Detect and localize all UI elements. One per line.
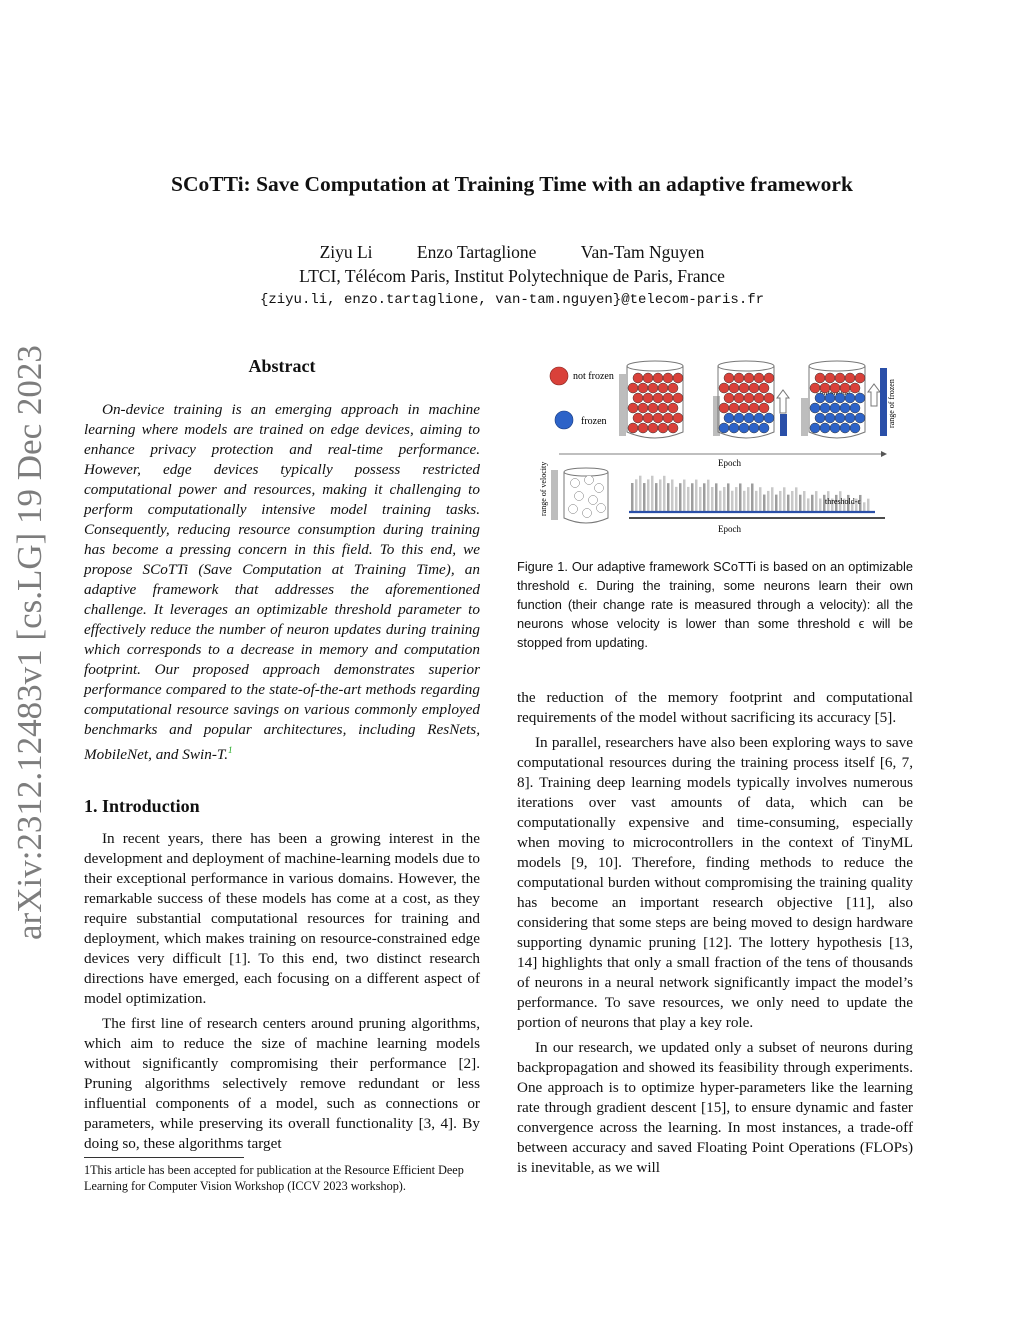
- frozen-neuron-ball: [724, 413, 734, 423]
- active-neuron-ball: [759, 403, 769, 413]
- frozen-neuron-ball: [815, 413, 825, 423]
- active-neuron-ball: [648, 423, 658, 433]
- velocity-bar: [683, 480, 686, 511]
- active-neuron-ball: [845, 373, 855, 383]
- frozen-neuron-ball: [754, 413, 764, 423]
- active-neuron-ball: [653, 413, 663, 423]
- author-list: [0, 242, 1024, 263]
- active-neuron-ball: [830, 383, 840, 393]
- velocity-bar: [815, 491, 818, 511]
- paragraph-continuation: the reduction of the memory footprint and computational requirements of the model without sacrificing its accuracy [5].: [517, 689, 913, 726]
- frozen-neuron-ball: [729, 423, 739, 433]
- neuron-ball: [597, 504, 606, 513]
- section-heading: 1. Introduction: [84, 796, 200, 816]
- legend-blue-ball-icon: [555, 411, 573, 429]
- active-neuron-ball: [759, 383, 769, 393]
- affiliation: LTCI, Télécom Paris, Institut Polytechnique de Paris, France: [299, 266, 725, 286]
- velocity-bar: [679, 483, 682, 511]
- velocity-bar: [739, 483, 742, 511]
- velocity-bar: [711, 487, 714, 511]
- legend-not-frozen: not frozen: [573, 371, 614, 382]
- velocity-bar: [747, 487, 750, 511]
- abstract-body: On-device training is an emerging approach in machine learning where models are trained on edge devices, aiming to enhance privacy protection and real-time performance. However, edge devices typically possess restricted computational power and resources, making it challenging to perform computationally intensive model training tasks. Consequently, reducing resource consumption during training has become a pressing concern in this field. To this end, we propose SCoTTi (Save Computation at Training Time), an adaptive framework that addresses the aforementioned challenge. It leverages an optimizable threshold parameter to effectively reduce the number of neuron updates during training which corresponds to a decrease in memory and computation footprint. Our proposed approach demonstrates superior performance compared to the state-of-the-art methods regarding computational resource savings on various commonly employed benchmarks and popular architectures, including ResNets, MobileNet, and Swin-T.: [84, 401, 480, 764]
- frozen-neuron-ball: [815, 393, 825, 403]
- velocity-bar: [767, 491, 770, 511]
- frozen-neuron-ball: [744, 413, 754, 423]
- footnote-mark: 1: [228, 745, 233, 755]
- intro-paragraph-1: In recent years, there has been a growing interest in the development and deployment of machine-learning models due to their exceptional performance in various domains. However, the remarkable success of these models has come at a cost, as they require substantial computational resources for training and deployment, which makes training on resource-constrained edge devices very difficult [1]. To this end, two distinct research directions have emerged, each focusing on a different aspect of model optimization.: [84, 830, 480, 1007]
- active-neuron-ball: [628, 403, 638, 413]
- frozen-neuron-ball: [810, 403, 820, 413]
- velocity-bar: [795, 487, 798, 511]
- velocity-bar: [819, 498, 822, 511]
- velocity-bar: [799, 495, 802, 511]
- velocity-bar: [699, 487, 702, 511]
- active-neuron-ball: [658, 423, 668, 433]
- active-neuron-ball: [754, 393, 764, 403]
- frozen-neuron-ball: [845, 413, 855, 423]
- neuron-ball: [575, 492, 584, 501]
- active-neuron-ball: [855, 373, 865, 383]
- velocity-bar: [671, 480, 674, 512]
- epoch-label-top: Epoch: [718, 458, 741, 468]
- active-neuron-ball: [734, 373, 744, 383]
- jar-1: [619, 361, 683, 438]
- velocity-bar: [775, 495, 778, 511]
- range-of-frozen-label: range of frozen: [887, 379, 896, 428]
- figure-caption: Figure 1. Our adaptive framework SCoTTi is based on an optimizable threshold ϵ. During the training, some neurons learn their own function (their change rate is measured through a velocity): all the neurons whose velocity is lower than some threshold ϵ will be stopped from updating.: [517, 559, 913, 650]
- velocity-bar: [863, 502, 866, 511]
- frozen-neuron-ball: [825, 393, 835, 403]
- neuron-ball: [589, 496, 598, 505]
- active-neuron-ball: [628, 383, 638, 393]
- velocity-bar: [639, 476, 642, 511]
- frozen-neuron-ball: [840, 403, 850, 413]
- velocity-bar: [715, 483, 718, 511]
- velocity-bar: [723, 487, 726, 511]
- active-neuron-ball: [810, 383, 820, 393]
- velocity-bar: [755, 491, 758, 511]
- paragraph-parallel-research: In parallel, researchers have also been exploring ways to save computational resources during the training process itself [6, 7, 8]. Training deep learning models typically involves numerous iterations over vast amounts of data, which can be computationally expensive and time-consuming, especially when moving to microcontrollers in the context of TinyML models [9, 10]. Therefore, finding methods to reduce the computational burden without compromising the training quality has become an important research objective [11], also considering that some steps are being moved to design hardware supporting dynamic pruning [12]. The lottery hypothesis [13, 14] highlights that only a small fraction of the tens of thousands of neurons in a neural network significantly impact the model’s performance. To save resources, we only need to update the portion of neurons that play a key role.: [517, 734, 913, 1031]
- velocity-bar: [783, 487, 786, 511]
- active-neuron-ball: [749, 383, 759, 393]
- velocity-bar: [743, 491, 746, 511]
- abstract-text: [84, 400, 480, 765]
- active-neuron-ball: [668, 383, 678, 393]
- neuron-ball: [595, 484, 604, 493]
- frozen-neuron-ball: [825, 413, 835, 423]
- threshold-line-label: threshold-ϵ: [825, 497, 861, 506]
- frozen-neuron-ball: [855, 393, 865, 403]
- active-neuron-ball: [643, 393, 653, 403]
- active-neuron-ball: [633, 393, 643, 403]
- jar-2: [713, 361, 789, 438]
- active-neuron-ball: [648, 383, 658, 393]
- arxiv-stamp: arXiv:2312.12483v1 [cs.LG] 19 Dec 2023: [10, 345, 49, 940]
- frozen-neuron-ball: [749, 423, 759, 433]
- frozen-neuron-ball: [840, 423, 850, 433]
- velocity-bar: [731, 491, 734, 511]
- velocity-bar: [763, 495, 766, 511]
- velocity-bar: [707, 480, 710, 511]
- legend-red-ball-icon: [550, 367, 568, 385]
- velocity-bar: [647, 479, 650, 511]
- footnote: 1This article has been accepted for publication at the Resource Efficient Deep Learning for Computer Vision Workshop (ICCV 2023 workshop).: [84, 1163, 464, 1193]
- frozen-neuron-ball: [835, 393, 845, 403]
- velocity-bar: [667, 483, 670, 511]
- author-name: Ziyu Li: [319, 242, 373, 262]
- active-neuron-ball: [825, 373, 835, 383]
- footnote-rule: [84, 1157, 244, 1158]
- active-neuron-ball: [719, 383, 729, 393]
- figure-1-diagram: [537, 358, 897, 538]
- velocity-bar: [691, 483, 694, 511]
- velocity-bar: [867, 499, 870, 511]
- active-neuron-ball: [719, 403, 729, 413]
- range-of-velocity-label: range of velocity: [539, 461, 548, 516]
- frozen-neuron-ball: [830, 403, 840, 413]
- active-neuron-ball: [729, 383, 739, 393]
- velocity-bar: [735, 487, 738, 511]
- active-neuron-ball: [638, 403, 648, 413]
- neuron-ball: [585, 476, 594, 485]
- author-name: Enzo Tartaglione: [416, 242, 537, 262]
- paper-title: SCoTTi: Save Computation at Training Time with an adaptive framework: [171, 172, 853, 196]
- neuron-ball: [571, 479, 580, 488]
- velocity-bar: [663, 476, 666, 511]
- abstract-heading: Abstract: [248, 356, 316, 376]
- active-neuron-ball: [673, 413, 683, 423]
- velocity-bar: [635, 479, 638, 511]
- active-neuron-ball: [668, 403, 678, 413]
- neuron-ball: [569, 505, 578, 514]
- velocity-bar: [771, 487, 774, 511]
- velocity-bar: [787, 495, 790, 511]
- velocity-bar: [779, 491, 782, 511]
- frozen-neuron-ball: [734, 413, 744, 423]
- active-neuron-ball: [653, 373, 663, 383]
- active-neuron-ball: [739, 403, 749, 413]
- active-neuron-ball: [668, 423, 678, 433]
- active-neuron-ball: [633, 373, 643, 383]
- frozen-neuron-ball: [820, 423, 830, 433]
- active-neuron-ball: [850, 383, 860, 393]
- active-neuron-ball: [820, 383, 830, 393]
- legend-frozen: frozen: [581, 416, 607, 427]
- frozen-neuron-ball: [810, 423, 820, 433]
- right-column-text: [517, 688, 913, 1178]
- intro-paragraph-2: The first line of research centers around pruning algorithms, which aim to reduce the size of machine learning models without significantly compromising their performance [2]. Pruning algorithms selectively remove redundant or less influential components of a model, such as connections or parameters, while preserving its overall functionality [3, 4]. By doing so, these algorithms target: [84, 1015, 480, 1152]
- email-line: {ziyu.li, enzo.tartaglione, van-tam.nguyen}@telecom-paris.fr: [259, 292, 765, 308]
- active-neuron-ball: [815, 373, 825, 383]
- velocity-bar: [687, 487, 690, 511]
- active-neuron-ball: [840, 383, 850, 393]
- active-neuron-ball: [744, 373, 754, 383]
- author-name: Van-Tam Nguyen: [580, 242, 705, 262]
- frozen-neuron-ball: [764, 413, 774, 423]
- frozen-neuron-ball: [850, 423, 860, 433]
- active-neuron-ball: [739, 383, 749, 393]
- velocity-bar: [659, 479, 662, 511]
- active-neuron-ball: [749, 403, 759, 413]
- velocity-bar: [759, 487, 762, 511]
- active-neuron-ball: [643, 413, 653, 423]
- active-neuron-ball: [643, 373, 653, 383]
- velocity-bar: [675, 487, 678, 511]
- velocity-bar: [811, 495, 814, 511]
- active-neuron-ball: [648, 403, 658, 413]
- active-neuron-ball: [633, 413, 643, 423]
- frozen-neuron-ball: [759, 423, 769, 433]
- active-neuron-ball: [628, 423, 638, 433]
- velocity-bar: [643, 483, 646, 511]
- active-neuron-ball: [744, 393, 754, 403]
- active-neuron-ball: [663, 393, 673, 403]
- frozen-neuron-ball: [830, 423, 840, 433]
- active-neuron-ball: [729, 403, 739, 413]
- active-neuron-ball: [663, 413, 673, 423]
- active-neuron-ball: [638, 383, 648, 393]
- velocity-bar: [655, 483, 658, 511]
- velocity-bar: [727, 483, 730, 511]
- active-neuron-ball: [658, 403, 668, 413]
- velocity-bar: [631, 483, 634, 511]
- neuron-ball: [583, 509, 592, 518]
- velocity-bar: [803, 491, 806, 511]
- active-neuron-ball: [764, 393, 774, 403]
- jar-3: [801, 361, 896, 438]
- active-neuron-ball: [724, 373, 734, 383]
- active-neuron-ball: [658, 383, 668, 393]
- epoch-label-bottom: Epoch: [718, 524, 741, 534]
- frozen-neuron-ball: [835, 413, 845, 423]
- active-neuron-ball: [764, 373, 774, 383]
- frozen-neuron-ball: [855, 413, 865, 423]
- active-neuron-ball: [673, 393, 683, 403]
- paragraph-our-research: In our research, we updated only a subset of neurons during backpropagation and showed its feasibility through experiments. One approach is to optimize hyper-parameters like the learning rate through gradient descent [15], to ensure dynamic and faster convergence across the learning. In most instances, a trade-off between accuracy and saved Floating Point Operations (FLOPs) is inevitable, as we will: [517, 1039, 913, 1176]
- active-neuron-ball: [663, 373, 673, 383]
- frozen-neuron-ball: [719, 423, 729, 433]
- velocity-bar: [751, 484, 754, 512]
- velocity-bar: [695, 480, 698, 511]
- frozen-neuron-ball: [850, 403, 860, 413]
- active-neuron-ball: [835, 373, 845, 383]
- active-neuron-ball: [653, 393, 663, 403]
- velocity-bar: [719, 491, 722, 511]
- active-neuron-ball: [673, 373, 683, 383]
- velocity-bar: [791, 491, 794, 511]
- frozen-neuron-ball: [739, 423, 749, 433]
- active-neuron-ball: [638, 423, 648, 433]
- velocity-bar: [651, 476, 654, 511]
- active-neuron-ball: [734, 393, 744, 403]
- velocity-bar: [807, 498, 810, 511]
- velocity-bar: [703, 483, 706, 511]
- introduction-section: [84, 796, 480, 1154]
- frozen-neuron-ball: [845, 393, 855, 403]
- active-neuron-ball: [724, 393, 734, 403]
- frozen-neuron-ball: [820, 403, 830, 413]
- active-neuron-ball: [754, 373, 764, 383]
